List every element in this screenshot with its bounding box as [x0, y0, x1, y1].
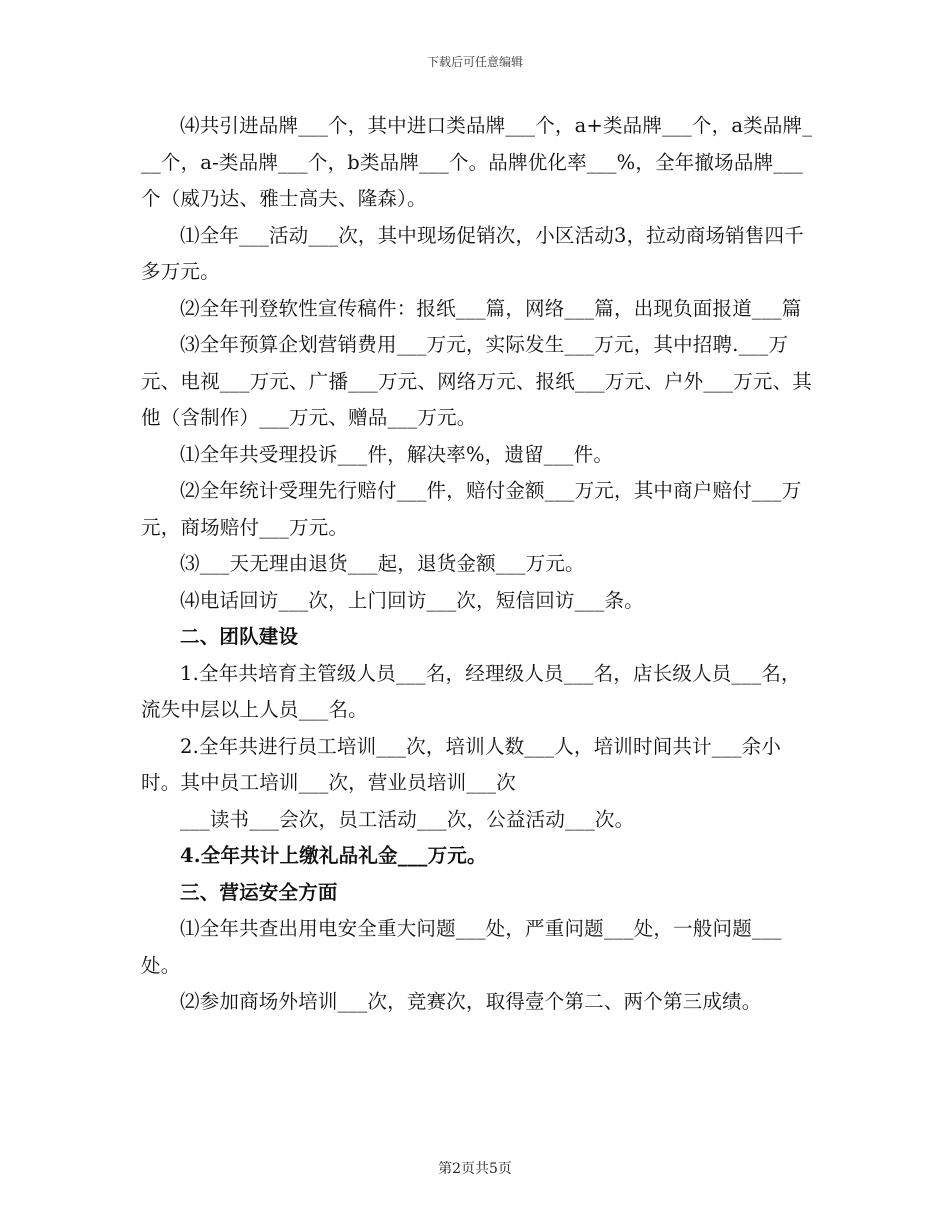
paragraph-followup: ⑷电话回访___次，上门回访___次，短信回访___条。: [180, 588, 644, 612]
paragraph-budget: ⑶全年预算企划营销费用___万元，实际发生___万元，其中招聘.___万元、电视___万元、广播___万元、网络万元、报纸___万元、户外___万元、其他（含制作）___万元、赠品___万元。: [141, 333, 813, 429]
paragraph-brands: ⑷共引进品牌___个，其中进口类品牌___个，a+类品牌___个，a类品牌___个，a-类品牌___个，b类品牌___个。品牌优化率___%，全年撤场品牌___个（威乃达、雅士高夫、隆森）。: [141, 114, 813, 210]
paragraph-activities: ⑴全年___活动___次，其中现场促销次，小区活动3，拉动商场销售四千多万元。: [141, 223, 804, 283]
paragraph-electric-safety: ⑴全年共查出用电安全重大问题___处，严重问题___处，一般问题___处。: [141, 917, 782, 977]
section-heading-team: 二、团队建设: [180, 625, 299, 648]
page-header: 下载后可任意编辑: [426, 55, 523, 69]
paragraph-publicity: ⑵全年刊登软性宣传稿件：报纸___篇，网络___篇，出现负面报道___篇: [180, 296, 802, 320]
paragraph-returns: ⑶___天无理由退货___起，退货金额___万元。: [180, 552, 585, 575]
section-heading-safety: 三、营运安全方面: [180, 880, 338, 904]
paragraph-staff-cultivation: 1.全年共培育主管级人员___名，经理级人员___名，店长级人员___名，流失中层以上人员___名。: [141, 661, 801, 721]
paragraph-complaints: ⑴全年共受理投诉___件，解决率%，遗留___件。: [180, 442, 614, 466]
paragraph-compensation: ⑵全年统计受理先行赔付___件，赔付金额___万元，其中商户赔付___万元，商场赔付___万元。: [141, 479, 802, 539]
paragraph-external-training: ⑵参加商场外培训___次，竞赛次，取得壹个第二、两个第三成绩。: [180, 990, 762, 1013]
page-footer: 第2页共5页: [438, 1161, 512, 1177]
paragraph-training: 2.全年共进行员工培训___次，培训人数___人，培训时间共计___余小时。其中员工培训___次，营业员培训___次: [141, 734, 782, 794]
document-body: [141, 108, 813, 1021]
paragraph-reading-activities: ___读书___会次，员工活动___次，公益活动___次。: [180, 807, 635, 831]
paragraph-gifts: 4.全年共计上缴礼品礼金___万元。: [180, 844, 487, 867]
